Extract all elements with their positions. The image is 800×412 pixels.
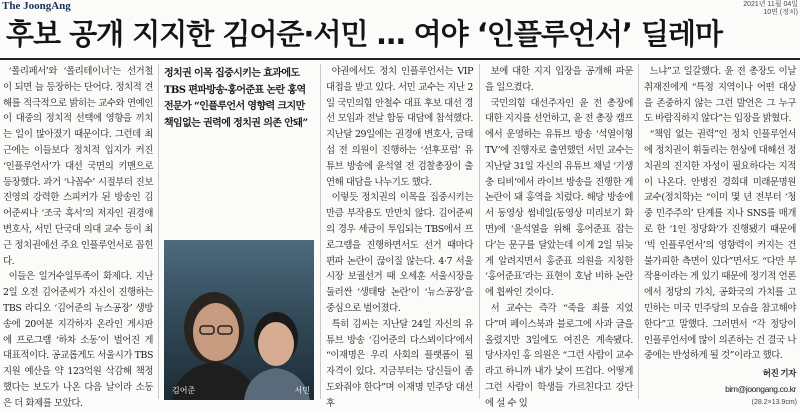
paragraph: “책임 없는 권력”인 정치 인플루언서에 정치권이 휘둘리는 현상에 대해선 정치권의 진지한 자성이 필요하다는 지적이 나온다. 안병진 경희대 미래문명원 교수(정치학)는 “이미 몇 년 전부터 ‘청중 민주주의’ 단계를 지나 SNS를 매개로 한 ‘1인 정당화’가 진행됐기 때문에 ‘빅 인플루언서’의 영향력이 커지는 건 불가피한 측면이 있다”면서도 “다만 부작용이라는 게 있기 때문에 정기적 언론에서 정당의 가치, 공화국의 가치를 고민하는 미국 민주당의 모습을 참고해야 한다”고 말했다. 그러면서 “각 정당이 인플루언서에 많이 의존하는 건 결국 나중에는 반성하게 될 것”이라고 했다. [644, 129, 796, 362]
article-column-1 [3, 64, 153, 412]
subheadline-line: 책임없는 권력에 정치권 의존 안돼” [164, 117, 308, 129]
reporter-email[interactable]: bim@joongang.co.kr [725, 383, 796, 394]
byline: 허진 기자 [762, 368, 796, 379]
article-column-4 [485, 64, 633, 412]
paragraph: 야권에서도 정치 인플루언서는 VIP 대접을 받고 있다. 서민 교수는 지난 2일 국민의힘 안철수 대표 후보 대선 경선 모임과 전날 합동 대담에 참석했다. 지난달 29일에는 권경애 변호사, 금태섭 전 의원이 진행하는 ‘선후포럼’ 유튜브 방송에 윤석열 전 검찰총장이 출연해 대담을 나누기도 했다. [326, 66, 473, 188]
photo-illustration [164, 240, 314, 400]
paragraph: 서 교수는 즉각 “죽을 죄를 지었다”며 페이스북과 블로그에 사과 글을 올렸지만 3일에도 여진은 계속됐다. 당사자인 홍 의원은 “그런 사람이 교수라고 하니까 내가 낯이 뜨겁다. 어떻게 그런 사람이 학생들 가르친다고 강단에 설 수 있 [485, 302, 633, 409]
article-size-note: (28.2×13.9cm) [751, 399, 797, 406]
subheadline-line: 전문가 “인플루언서 영향력 크지만 [164, 101, 305, 112]
photo-caption-right: 서민 [294, 386, 310, 395]
paragraph: 보에 대한 지지 입장을 공개해 파문을 일으켰다. [485, 66, 633, 93]
paragraph: 특히 김씨는 지난달 24일 자신의 유튜브 방송 ‘김어준의 다스뵈이다’에서 “이재명은 우리 사회의 플랫폼이 될 자격이 있다. 지금부터는 당신들이 좀 도와줘야 한다”며 이재명 민주당 대선 후 [326, 318, 473, 409]
paragraph: 이들은 일거수일투족이 화제다. 지난 2일 오전 김어준씨가 자신이 진행하는 TBS 라디오 ‘김어준의 뉴스공장’ 생방송에 20여분 지각하자 온라인 게시판에 프로그램 ‘하차 소동’이 벌어진 게 대표적이다. 공교롭게도 서울시가 TBS 지원 예산을 약 123억원 삭감해 책정했다는 보도가 나온 다음 날이라 소동은 더 화제를 모았다. [3, 271, 153, 409]
paragraph: 국민의힘 대선주자인 윤 전 총장에 대한 지지를 선언하고, 윤 전 총장 캠프에서 운영하는 유튜브 방송 ‘석열이형 TV’에 진행자로 출연했던 서민 교수는 지난달 31일 자신의 유튜브 채널 ‘기생충 티비’에서 라이브 방송을 진행한 게 논란이 돼 홍역을 치렀다. 해당 방송에서 동영상 썸네일(동영상 미리보기 화면)에 ‘윤석열을 위해 홍어준표 잡는다’는 문구를 달았는데 이게 2일 뒤늦게 알려지면서 홍준표 의원을 지칭한 ‘홍어준표’라는 표현이 호남 비하 논란에 휩싸인 것이다. [485, 97, 633, 299]
issue-date: 2021년 11월 04일 [743, 1, 798, 8]
subheadline-line: 정치권 이목 집중시키는 효과에도 [164, 68, 300, 79]
brand-logo: The JoongAng [2, 0, 71, 12]
article-photo [164, 240, 314, 400]
subheadline [164, 66, 316, 132]
subheadline-line: TBS 편파방송·홍어준표 논란 홍역 [164, 84, 306, 96]
headline: 후보 공개 지지한 김어준·서민 … 여야 ‘인플루언서’ 딜레마 [6, 17, 723, 51]
photo-caption-left: 김어준 [172, 386, 196, 395]
masthead [0, 0, 800, 16]
column-divider [320, 64, 321, 399]
column-divider [479, 64, 480, 399]
column-divider [158, 64, 159, 399]
article-column-5 [644, 64, 796, 398]
paragraph: 느냐”고 일갈했다. 윤 전 총장도 이날 취재진에게 “특정 지역이나 어떤 대상을 존중하지 않는 그런 발언은 그 누구도 바람직하지 않다”는 입장을 밝혔다. [644, 66, 796, 125]
headline-rule [0, 58, 800, 60]
column-divider [638, 64, 639, 399]
paragraph: ‘폴리페서’와 ‘폴리테이너’는 선거철이 되면 늘 등장하는 단어다. 정치적 견해를 적극적으로 밝히는 교수와 연예인이 대중의 정치적 선택에 영향을 끼치는 일이 많아졌기 때문이다. 그런데 최근에는 이들보다 정치적 입지가 커진 ‘인플루언서’가 대선 국면의 키맨으로 등장했다. 과거 ‘나꼼수’ 시절부터 진보 진영의 강력한 스피커가 된 방송인 김어준씨나 ‘조국 흑서’의 저자인 권경애 변호사, 서민 단국대 의대 교수 등이 최근 정치권에선 주요 인플루언서로 꼽힌다. [3, 66, 153, 267]
article-column-3 [326, 64, 473, 412]
page-section: 10면 (정치) [763, 9, 798, 16]
paragraph: 이렇듯 정치권의 이목을 집중시키는 만큼 부작용도 만만치 않다. 김어준씨의 경우 세금이 투입되는 TBS에서 프로그램을 진행하면서도 선거 때마다 편파 논란이 끊이질 않는다. 4·7 서울시장 보궐선거 때 오세훈 서울시장을 둘러싼 ‘생태탕 논란’이 ‘뉴스공장’을 중심으로 벌어졌다. [326, 192, 473, 314]
